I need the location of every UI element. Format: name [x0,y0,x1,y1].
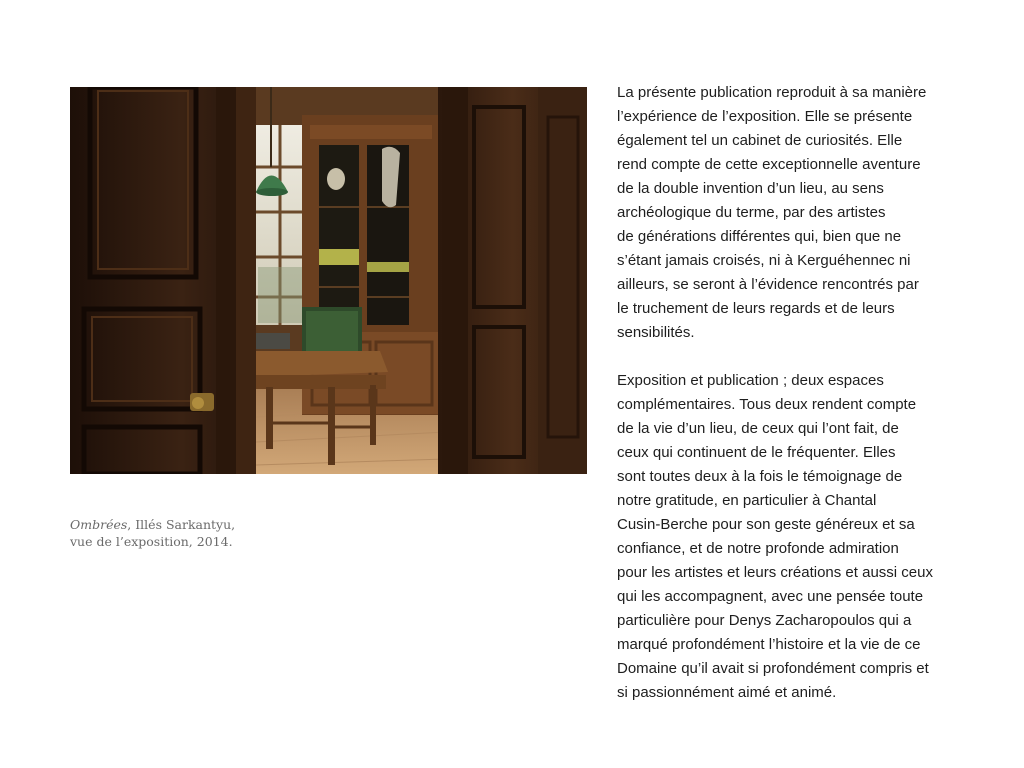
text-line: de la double invention d’un lieu, au sens [617,180,884,197]
text-line: Cusin-Berche pour son geste généreux et sa [617,516,915,533]
body-text [617,81,962,705]
text-line: qui les accompagnent, avec une pensée toute [617,588,924,605]
text-line: si passionnément aimé et animé. [617,684,837,701]
caption-title: Ombrées [70,517,128,532]
photo-caption [70,516,270,550]
text-line: sensibilités. [617,324,695,341]
text-line: s’étant jamais croisés, ni à Kerguéhennec ni [617,252,911,269]
text-line: sont toutes deux à la fois le témoignage de [617,468,903,485]
text-line: La présente publication reproduit à sa manière [617,84,927,101]
text-line: confiance, et de notre profonde admiration [617,540,899,557]
text-line: complémentaires. Tous deux rendent compte [617,396,917,413]
caption-line-1 [70,517,235,532]
text-line: pour les artistes et leurs créations et aussi ceux [617,564,933,581]
text-line: Exposition et publication ; deux espaces [617,372,884,389]
paragraph-2 [617,369,962,705]
text-line: le truchement de leurs regards et de leurs [617,300,895,317]
caption-artist: , Illés Sarkantyu, [127,517,236,532]
exhibition-photo [70,87,587,474]
paragraph-1 [617,81,962,345]
text-line: marqué profondément l’histoire et la vie de ce [617,636,921,653]
text-line: notre gratitude, en particulier à Chantal [617,492,877,509]
text-line: également tel un cabinet de curiosités. Elle [617,132,903,149]
text-line: particulière pour Denys Zacharopoulos qui a [617,612,912,629]
text-line: ailleurs, se seront à l’évidence rencontrés par [617,276,919,293]
text-line: rend compte de cette exceptionnelle aventure [617,156,921,173]
text-line: Domaine qu’il avait si profondément compris et [617,660,929,677]
text-line: de générations différentes qui, bien que ne [617,228,902,245]
text-line: l’expérience de l’exposition. Elle se présente [617,108,913,125]
text-line: de la vie d’un lieu, de ceux qui l’ont fait, de [617,420,899,437]
caption-line-2: vue de l’exposition, 2014. [70,534,233,549]
text-line: archéologique du terme, par des artistes [617,204,886,221]
text-line: ceux qui continuent de le fréquenter. Elles [617,444,896,461]
